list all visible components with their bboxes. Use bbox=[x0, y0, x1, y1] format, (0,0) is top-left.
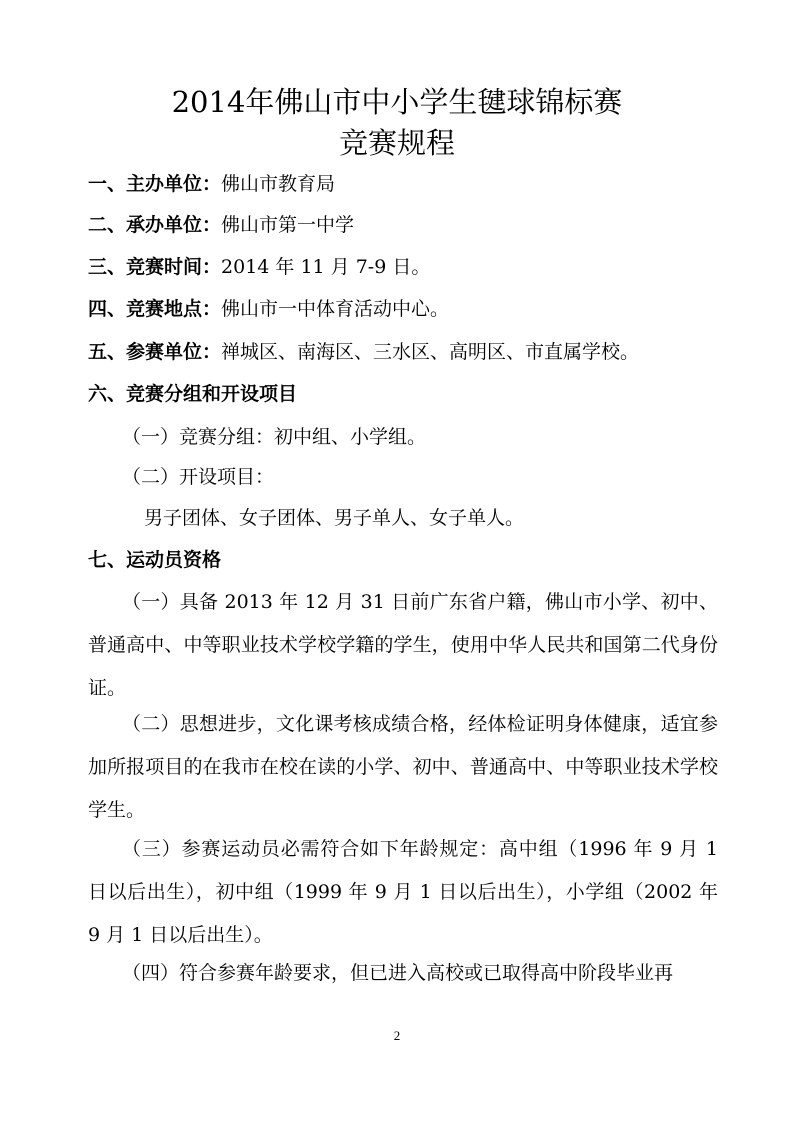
venue-line bbox=[88, 295, 449, 323]
eligibility-heading: 七、运动员资格 bbox=[88, 549, 222, 571]
time-line bbox=[88, 253, 430, 281]
participants-line bbox=[88, 338, 639, 366]
organizer-value: 佛山市教育局 bbox=[221, 173, 336, 195]
organizer-line bbox=[88, 170, 335, 198]
document-subtitle: 竞赛规程 bbox=[338, 126, 455, 160]
host-label: 二、承办单位： bbox=[88, 214, 222, 236]
groups-events-list: 男子团体、女子团体、男子单人、女子单人。 bbox=[144, 507, 525, 529]
document-title: 2014年佛山市中小学生毽球锦标赛 bbox=[171, 85, 623, 119]
time-label: 三、竞赛时间： bbox=[88, 256, 222, 278]
time-value: 2014 年 11 月 7-9 日。 bbox=[221, 256, 431, 278]
groups-events-label: （二）开设项目： bbox=[122, 466, 275, 488]
eligibility-paragraph-1: （一）具备 2013 年 12 月 31 日前广东省户籍，佛山市小学、初中、普通高中、中等职业技术学校学籍的学生，使用中华人民共和国第二代身份证。 bbox=[88, 591, 718, 699]
eligibility-paragraph-2: （二）思想进步，文化课考核成绩合格，经体检证明身体健康，适宜参加所报项目的在我市在校在读的小学、初中、普通高中、中等职业技术学校学生。 bbox=[88, 713, 718, 821]
page-number: 2 bbox=[393, 1028, 401, 1043]
groups-division: （一）竞赛分组：初中组、小学组。 bbox=[122, 426, 427, 448]
eligibility-paragraph-3: （三）参赛运动员必需符合如下年龄规定：高中组（1996 年 9 月 1 日以后出生），初中组（1999 年 9 月 1 日以后出生），小学组（2002 年 9 月 1 日以后出生）。 bbox=[88, 838, 718, 946]
host-line bbox=[88, 211, 354, 239]
organizer-label: 一、主办单位： bbox=[88, 173, 222, 195]
host-value: 佛山市第一中学 bbox=[221, 214, 355, 236]
venue-value: 佛山市一中体育活动中心。 bbox=[221, 298, 450, 320]
venue-label: 四、竞赛地点： bbox=[88, 298, 222, 320]
eligibility-paragraph-4: （四）符合参赛年龄要求，但已进入高校或已取得高中阶段毕业再 bbox=[122, 962, 674, 984]
groups-heading: 六、竞赛分组和开设项目 bbox=[88, 383, 298, 405]
participants-label: 五、参赛单位： bbox=[88, 341, 222, 363]
participants-value: 禅城区、南海区、三水区、高明区、市直属学校。 bbox=[221, 341, 640, 363]
